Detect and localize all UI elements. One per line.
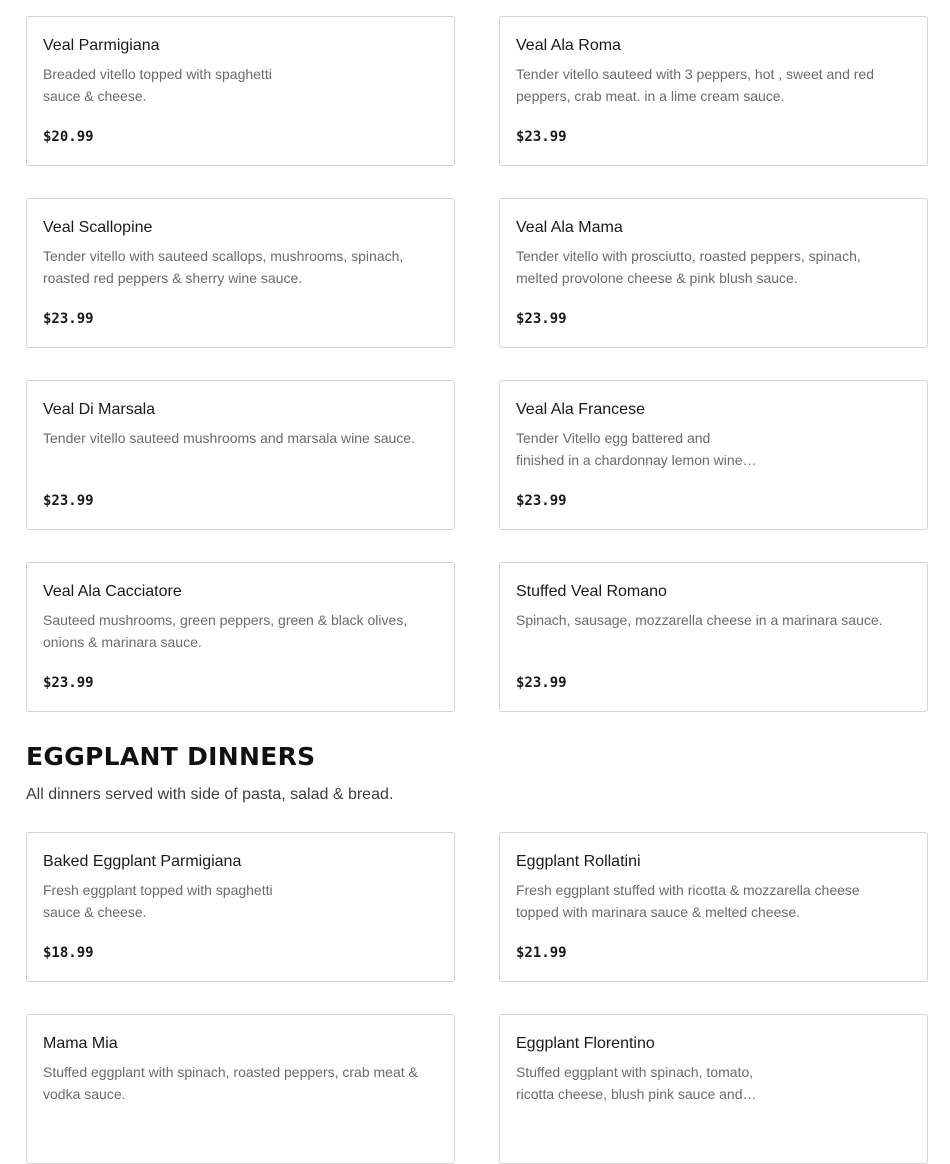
menu-item-price: $23.99 xyxy=(516,129,567,145)
menu-item-price: $23.99 xyxy=(516,493,567,509)
menu-item-name: Veal Ala Roma xyxy=(516,37,621,54)
eggplant-menu-grid xyxy=(26,832,928,1164)
menu-item-name: Veal Ala Francese xyxy=(516,401,645,418)
menu-item-description: Tender vitello sauteed with 3 peppers, hot , sweet and red peppers, crab meat. in a lime cream sauce. xyxy=(516,66,874,104)
menu-item-card[interactable] xyxy=(499,198,928,348)
menu-item-name: Veal Scallopine xyxy=(43,219,153,236)
menu-item-card[interactable] xyxy=(26,832,455,982)
menu-item-description: Stuffed eggplant with spinach, tomato, ricotta cheese, blush pink sauce and… xyxy=(516,1064,757,1102)
menu-item-description: Stuffed eggplant with spinach, roasted peppers, crab meat & vodka sauce. xyxy=(43,1064,418,1102)
menu-item-price: $23.99 xyxy=(43,493,94,509)
menu-item-card[interactable] xyxy=(499,832,928,982)
menu-item-name: Baked Eggplant Parmigiana xyxy=(43,853,242,870)
menu-item-name: Veal Parmigiana xyxy=(43,37,160,54)
menu-item-description: Tender vitello with sauteed scallops, mushrooms, spinach, roasted red peppers & sherry wine sauce. xyxy=(43,248,404,286)
menu-item-name: Veal Di Marsala xyxy=(43,401,156,418)
menu-item-card[interactable] xyxy=(26,1014,455,1164)
veal-menu-grid xyxy=(26,16,928,712)
menu-item-name: Eggplant Florentino xyxy=(516,1035,655,1052)
menu-item-card[interactable] xyxy=(26,380,455,530)
menu-item-card[interactable] xyxy=(26,198,455,348)
menu-item-name: Veal Ala Mama xyxy=(516,219,623,236)
menu-item-price: $20.99 xyxy=(43,129,94,145)
menu-item-card[interactable] xyxy=(499,562,928,712)
menu-item-description: Tender Vitello egg battered and finished in a chardonnay lemon wine… xyxy=(516,430,757,468)
menu-item-card[interactable] xyxy=(499,380,928,530)
menu-item-card[interactable] xyxy=(26,16,455,166)
menu-item-name: Stuffed Veal Romano xyxy=(516,583,667,600)
menu-item-description: Tender vitello sauteed mushrooms and marsala wine sauce. xyxy=(43,430,415,446)
menu-item-price: $23.99 xyxy=(43,675,94,691)
section-subtitle: All dinners served with side of pasta, salad & bread. xyxy=(26,786,394,803)
menu-item-price: $21.99 xyxy=(516,945,567,961)
menu-item-price: $23.99 xyxy=(43,311,94,327)
menu-item-description: Breaded vitello topped with spaghetti sauce & cheese. xyxy=(43,66,272,104)
menu-item-card[interactable] xyxy=(499,16,928,166)
menu-item-price: $23.99 xyxy=(516,675,567,691)
menu-item-description: Spinach, sausage, mozzarella cheese in a marinara sauce. xyxy=(516,612,883,628)
menu-item-description: Tender vitello with prosciutto, roasted peppers, spinach, melted provolone cheese & pink blush sauce. xyxy=(516,248,861,286)
menu-item-description: Fresh eggplant topped with spaghetti sauce & cheese. xyxy=(43,882,273,920)
menu-item-description: Sauteed mushrooms, green peppers, green & black olives, onions & marinara sauce. xyxy=(43,612,408,650)
menu-item-name: Eggplant Rollatini xyxy=(516,853,641,870)
menu-item-name: Mama Mia xyxy=(43,1035,118,1052)
menu-item-price: $23.99 xyxy=(516,311,567,327)
menu-item-card[interactable] xyxy=(499,1014,928,1164)
menu-item-name: Veal Ala Cacciatore xyxy=(43,583,182,600)
menu-item-description: Fresh eggplant stuffed with ricotta & mozzarella cheese topped with marinara sauce & melted cheese. xyxy=(516,882,860,920)
menu-item-price: $18.99 xyxy=(43,945,94,961)
section-title: EGGPLANT DINNERS xyxy=(26,742,316,771)
menu-item-card[interactable] xyxy=(26,562,455,712)
